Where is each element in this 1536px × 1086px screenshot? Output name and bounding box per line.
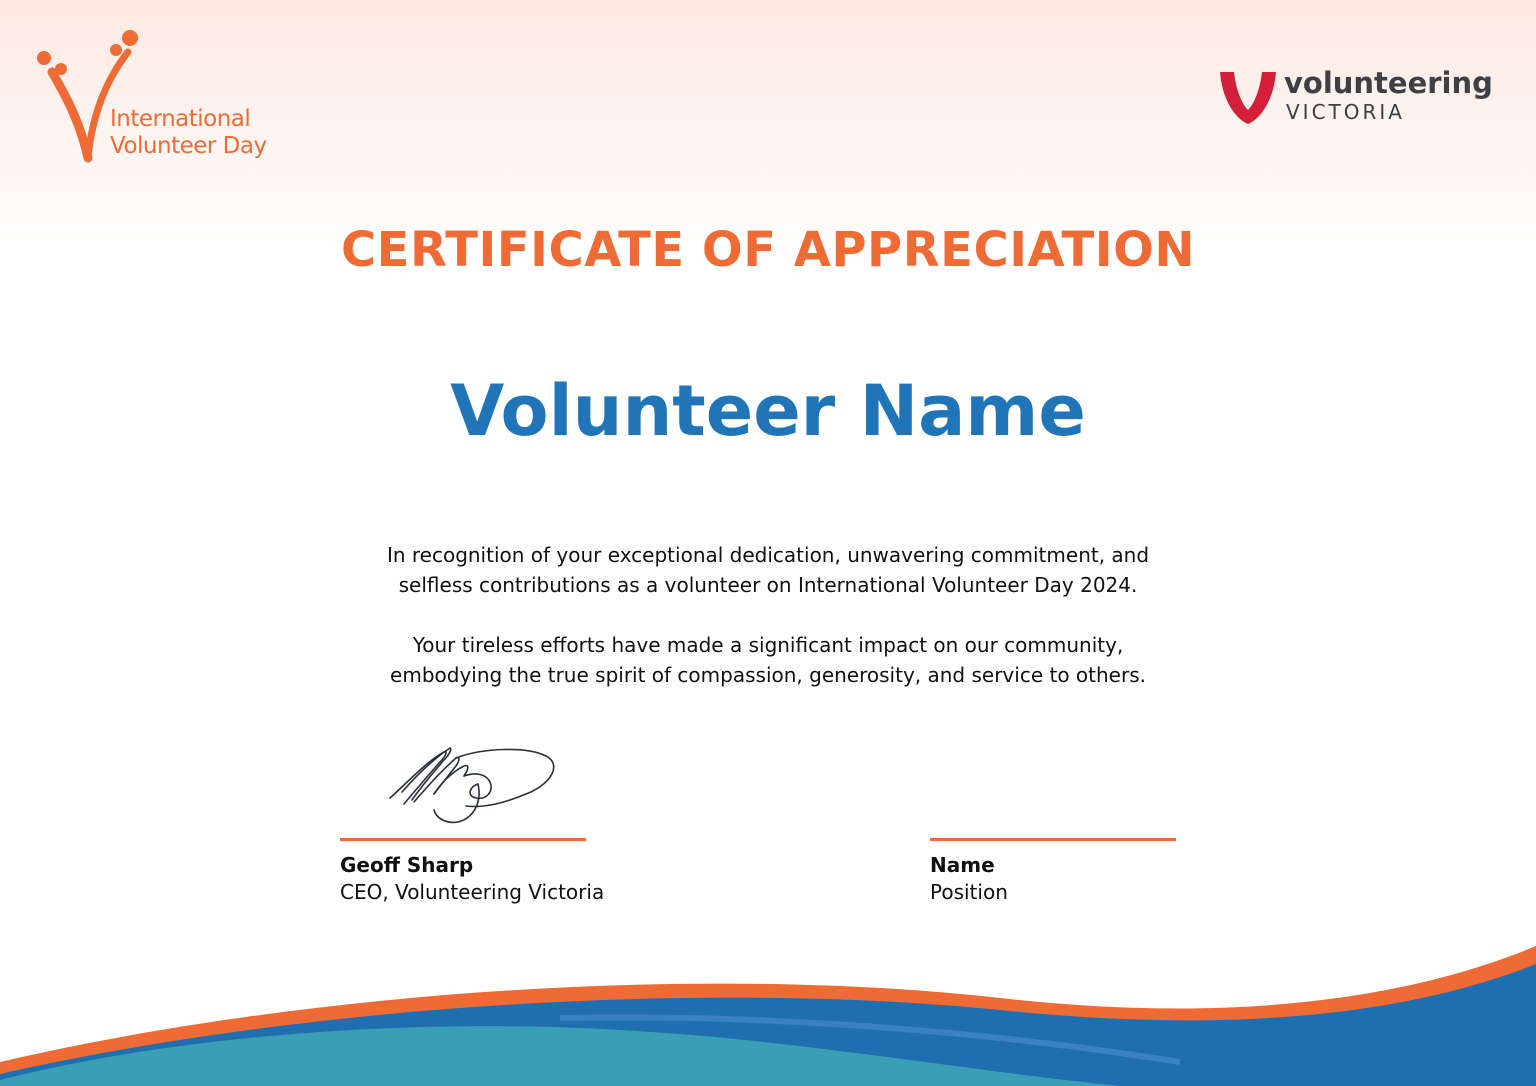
- recognition-paragraph: [318, 540, 1218, 600]
- ivd-logo-line2: Volunteer Day: [110, 133, 267, 159]
- recognition-line-2: selfless contributions as a volunteer on International Volunteer Day 2024.: [398, 573, 1138, 597]
- signatory-position-right: Position: [930, 880, 1008, 904]
- ivd-logo-line1: International: [110, 106, 251, 132]
- recognition-line-1: In recognition of your exceptional dedication, unwavering commitment, and: [386, 543, 1150, 567]
- recipient-name: Volunteer Name: [450, 370, 1086, 452]
- vv-shield-icon: [1218, 68, 1278, 126]
- vv-logo-line1: volunteering: [1284, 66, 1493, 100]
- signatory-name-right: Name: [930, 853, 995, 877]
- handwritten-signature: [386, 742, 558, 833]
- signature-scribble-icon: [386, 742, 558, 828]
- impact-line-1: Your tireless efforts have made a significant impact on our community,: [412, 633, 1124, 657]
- bottom-wave-decoration: [0, 930, 1536, 1086]
- certificate-title: CERTIFICATE OF APPRECIATION: [340, 222, 1196, 278]
- signature-line-left: [340, 838, 586, 841]
- ivd-logo-text: [110, 106, 267, 160]
- impact-line-2: embodying the true spirit of compassion, generosity, and service to others.: [390, 663, 1146, 687]
- signatory-name-left: Geoff Sharp: [340, 853, 474, 877]
- international-volunteer-day-logo: [32, 26, 292, 166]
- vv-logo-line2: VICTORIA: [1286, 100, 1405, 124]
- signatory-position-left: CEO, Volunteering Victoria: [340, 880, 605, 904]
- impact-paragraph: [318, 630, 1218, 690]
- volunteering-victoria-logo: [1218, 66, 1498, 130]
- signature-line-right: [930, 838, 1176, 841]
